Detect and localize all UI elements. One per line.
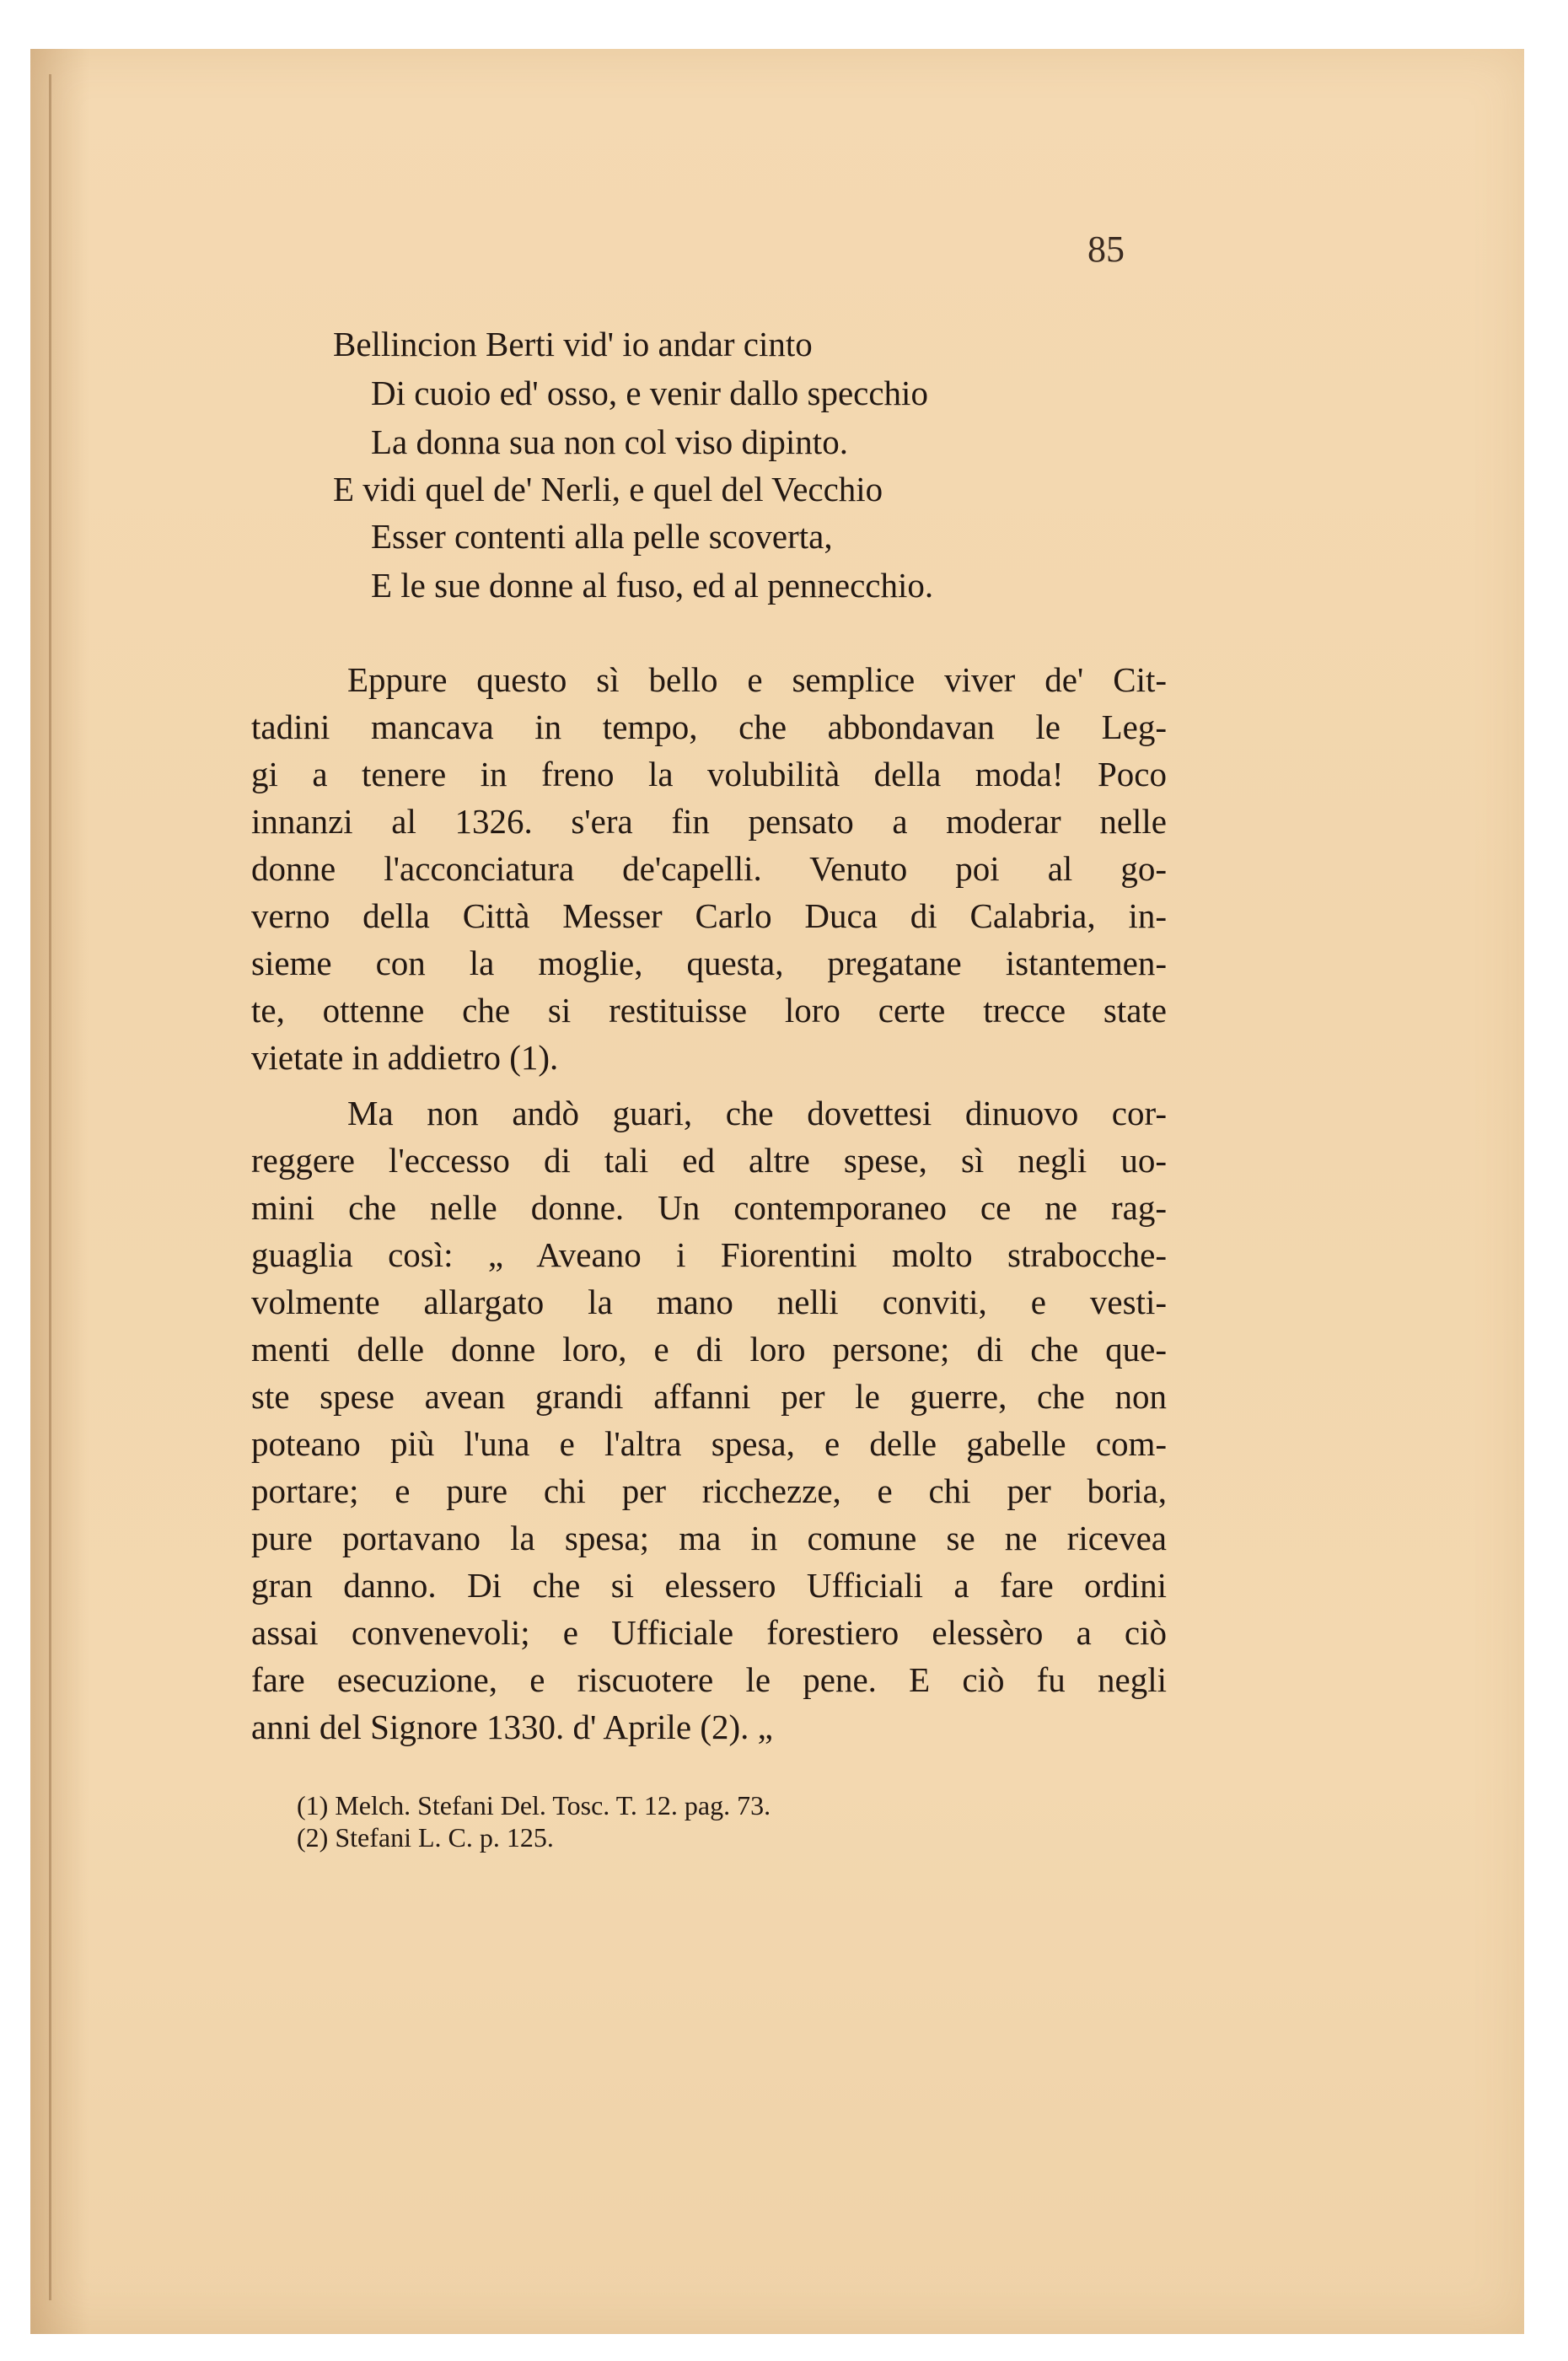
paragraph-line: assai convenevoli; e Ufficiale forestiero elessèro a ciò [251,1613,1167,1652]
paragraph-line: verno della Città Messer Carlo Duca di Calabria, in- [251,896,1167,935]
paragraph-line: innanzi al 1326. s'era fin pensato a moderar nelle [251,802,1167,841]
paragraph-line: Ma non andò guari, che dovettesi dinuovo cor- [347,1094,1167,1132]
paragraph-line: poteano più l'una e l'altra spesa, e delle gabelle com- [251,1424,1167,1463]
verse-line: E vidi quel de' Nerli, e quel del Vecchio [333,470,883,508]
paragraph-line: portare; e pure chi per ricchezze, e chi per boria, [251,1471,1167,1510]
verse-line: La donna sua non col viso dipinto. [371,422,848,461]
paragraph-line: te, ottenne che si restituisse loro certe trecce state [251,991,1167,1030]
paragraph-line: Eppure questo sì bello e semplice viver de' Cit- [347,660,1167,699]
verse-line: Bellincion Berti vid' io andar cinto [333,325,813,363]
verse-line: E le sue donne al fuso, ed al pennecchio. [371,566,934,605]
paragraph-line: vietate in addietro (1). [251,1038,559,1077]
paragraph-line: sieme con la moglie, questa, pregatane istantemen- [251,944,1167,982]
footnote: (1) Melch. Stefani Del. Tosc. T. 12. pag. 73. [297,1790,771,1820]
paragraph-line: donne l'acconciatura de'capelli. Venuto poi al go- [251,849,1167,888]
paragraph-line: ste spese avean grandi affanni per le guerre, che non [251,1377,1167,1416]
paragraph-line: mini che nelle donne. Un contemporaneo ce ne rag- [251,1188,1167,1227]
page-number: 85 [1087,229,1125,270]
paragraph-line: volmente allargato la mano nelli conviti, e vesti- [251,1283,1167,1321]
footnote: (2) Stefani L. C. p. 125. [297,1822,554,1853]
binding-edge [49,74,51,2300]
paragraph-line: menti delle donne loro, e di loro persone; di che que- [251,1330,1167,1369]
verse-line: Esser contenti alla pelle scoverta, [371,517,833,556]
paragraph-line: reggere l'eccesso di tali ed altre spese, sì negli uo- [251,1141,1167,1180]
verse-line: Di cuoio ed' osso, e venir dallo specchio [371,374,928,412]
paragraph-line: fare esecuzione, e riscuotere le pene. E ciò fu negli [251,1660,1167,1699]
paragraph-line: anni del Signore 1330. d' Aprile (2). „ [251,1708,773,1746]
paragraph-line: gran danno. Di che si elessero Ufficiali a fare ordini [251,1566,1167,1605]
paragraph-line: gi a tenere in freno la volubilità della moda! Poco [251,755,1167,793]
paragraph-line: guaglia così: „ Aveano i Fiorentini molto strabocche- [251,1235,1167,1274]
paragraph-line: tadini mancava in tempo, che abbondavan le Leg- [251,707,1167,746]
paragraph-line: pure portavano la spesa; ma in comune se ne ricevea [251,1519,1167,1557]
